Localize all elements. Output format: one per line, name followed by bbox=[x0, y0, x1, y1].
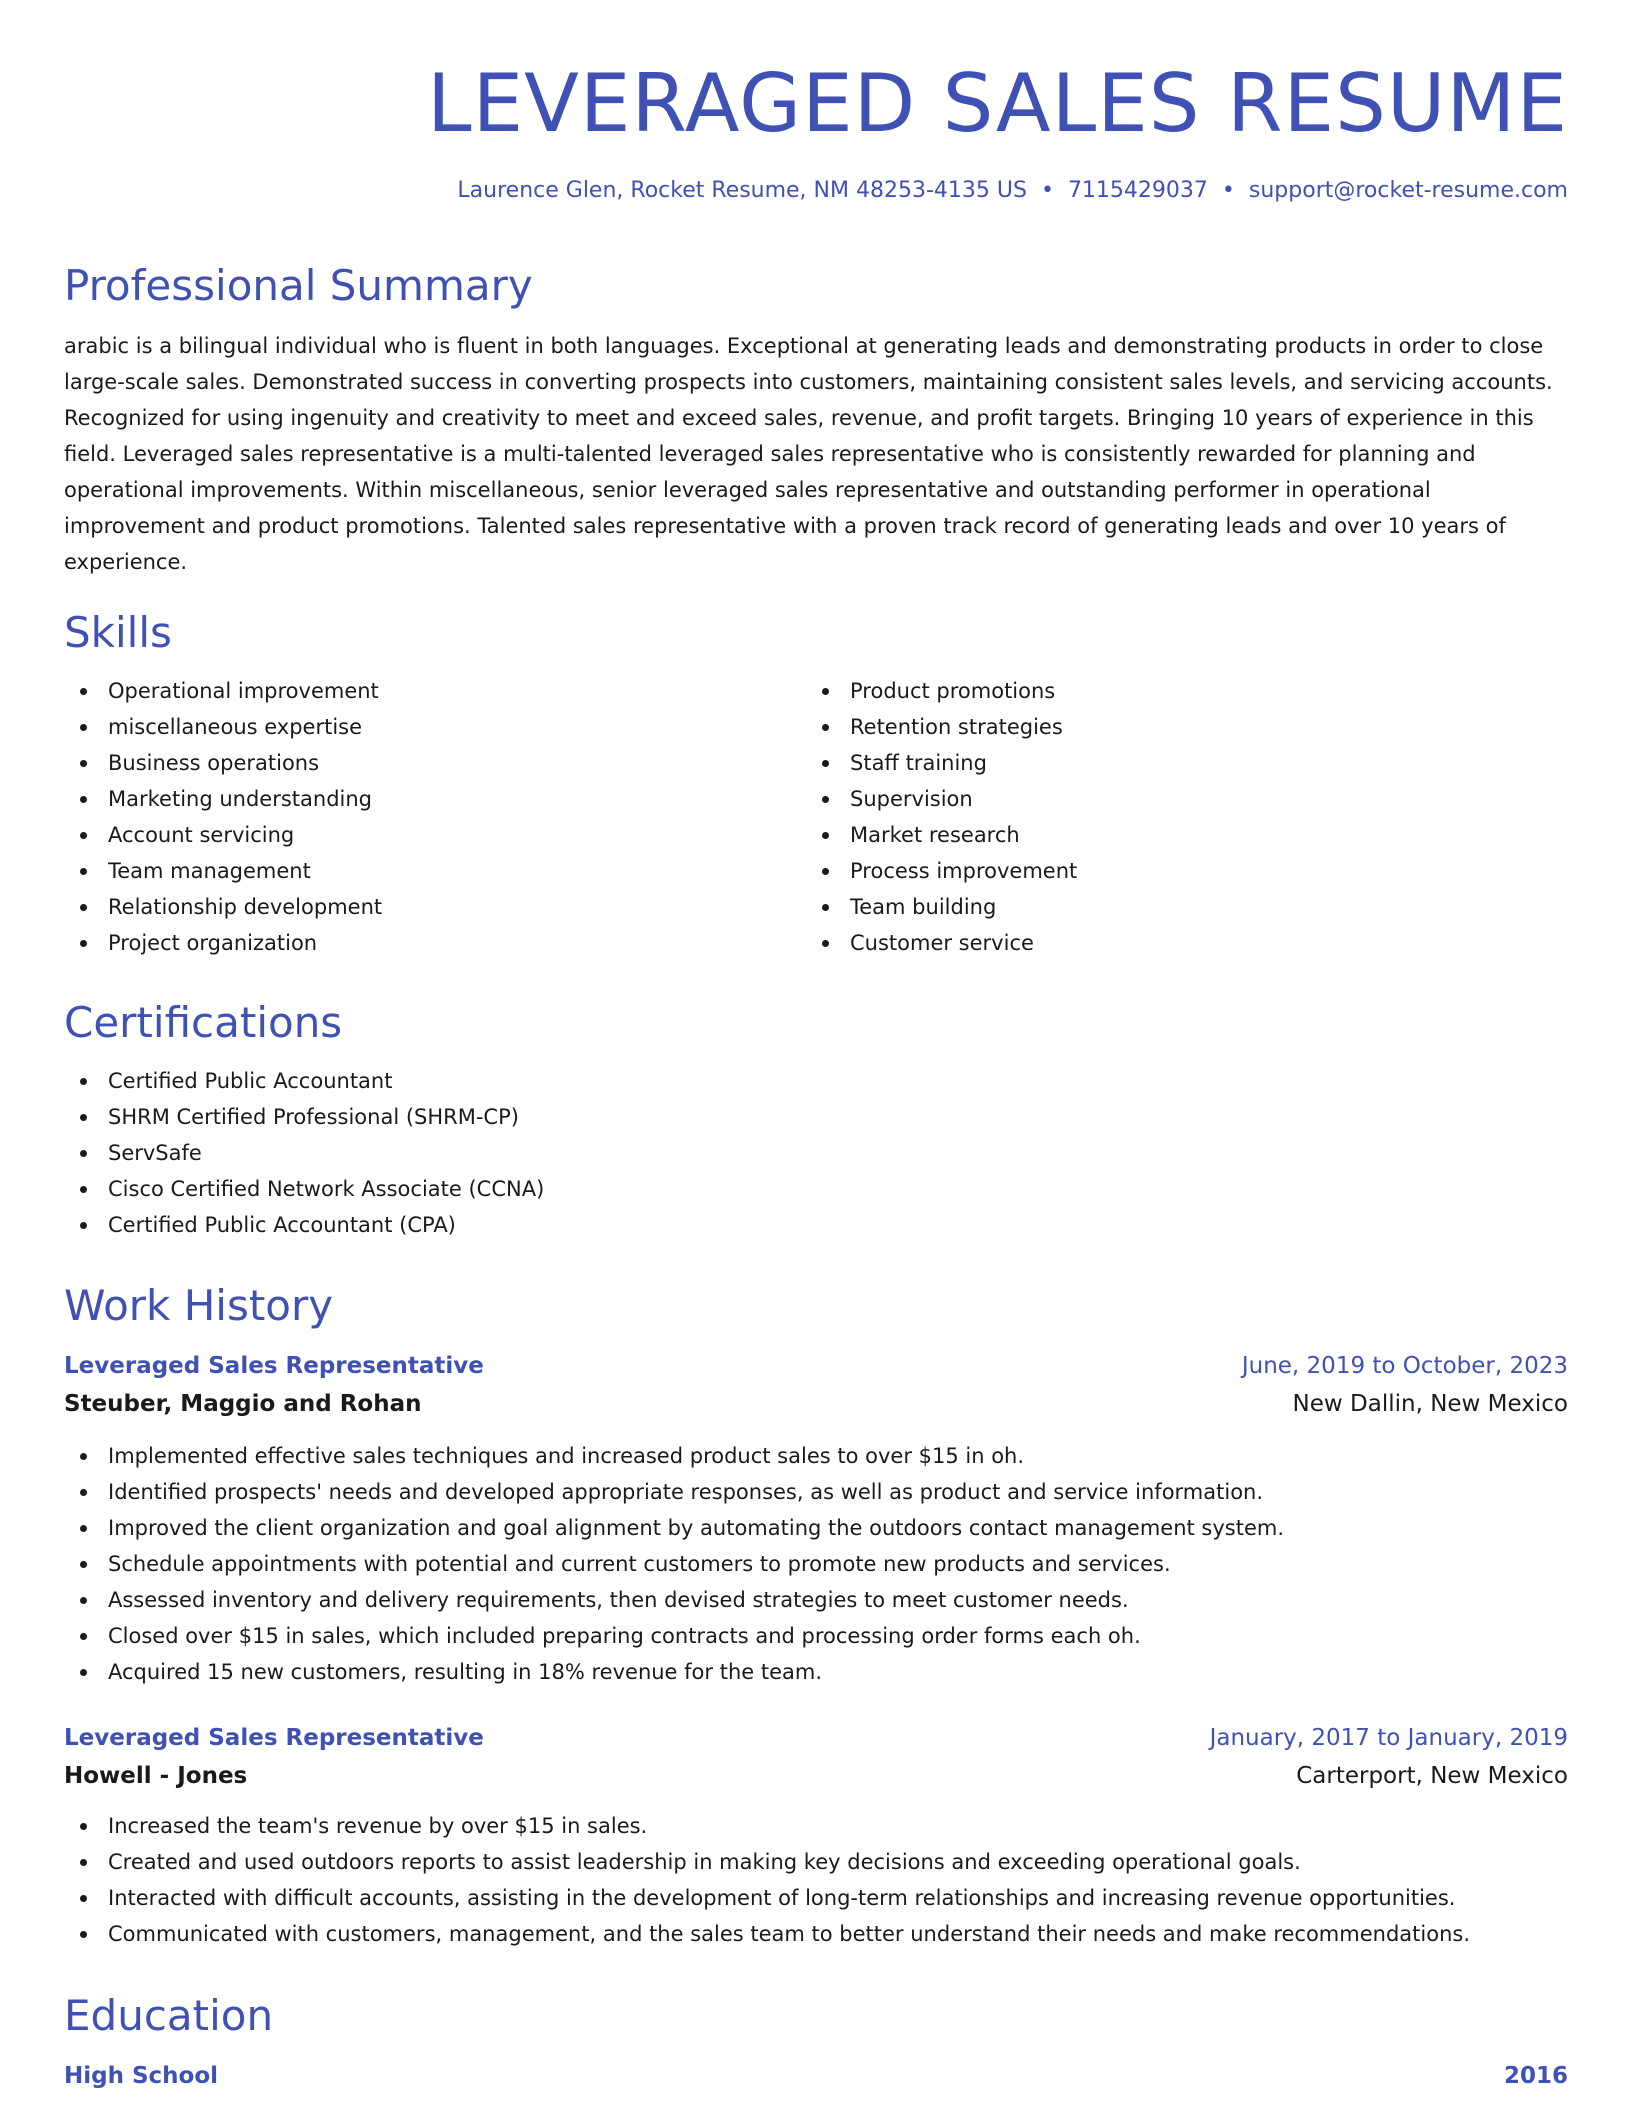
job-duty: Implemented effective sales techniques and increased product sales to over $15 in oh. bbox=[64, 1438, 1568, 1474]
job-location: Carterport, New Mexico bbox=[1296, 1763, 1568, 1789]
job-duty: Communicated with customers, management, and the sales team to better understand their needs and make recommendations. bbox=[64, 1916, 1568, 1952]
contact-line bbox=[457, 176, 1568, 206]
job-entry bbox=[64, 1720, 1568, 1952]
education-year: 2016 bbox=[1503, 2063, 1568, 2089]
education-entry bbox=[64, 2058, 1568, 2094]
job-duty: Increased the team's revenue by over $15 in sales. bbox=[64, 1808, 1568, 1844]
resume-name: LEVERAGED SALES RESUME bbox=[427, 57, 1568, 150]
job-duty: Interacted with difficult accounts, assisting in the development of long-term relationships and increasing revenue opportunities. bbox=[64, 1880, 1568, 1916]
certifications-section bbox=[64, 997, 1568, 1243]
skill-item: Account servicing bbox=[64, 817, 806, 853]
contact-phone: 7115429037 bbox=[1067, 178, 1208, 203]
skill-item: Retention strategies bbox=[806, 709, 1548, 745]
summary-text: arabic is a bilingual individual who is fluent in both languages. Exceptional at generating leads and demonstrating products in order to close large-scale sales. Demonstrated success in converting prospects into customers, maintaining consistent sales levels, and servicing accounts. Recognized for using ingenuity and creativity to meet and exceed sales, revenue, and profit targets. Bringing 10 years of experience in this field. Leveraged sales representative is a multi-talented leveraged sales representative who is consistently rewarded for planning and operational improvements. Within miscellaneous, senior leveraged sales representative and outstanding performer in operational improvement and product promotions. Talented sales representative with a proven track record of generating leads and over 10 years of experience. bbox=[64, 334, 1553, 574]
job-company: Howell - Jones bbox=[64, 1763, 248, 1789]
education-heading: Education bbox=[64, 1991, 274, 2040]
contact-separator: • bbox=[1040, 178, 1054, 203]
job-duty: Acquired 15 new customers, resulting in 18% revenue for the team. bbox=[64, 1654, 1568, 1690]
contact-email[interactable]: support@rocket-resume.com bbox=[1248, 178, 1568, 203]
certifications-list bbox=[64, 1063, 1568, 1243]
skill-item: Staff training bbox=[806, 745, 1548, 781]
skill-item: Supervision bbox=[806, 781, 1548, 817]
skill-item: Product promotions bbox=[806, 673, 1548, 709]
skill-item: Project organization bbox=[64, 925, 806, 961]
certification-item: Cisco Certified Network Associate (CCNA) bbox=[64, 1171, 1568, 1207]
skill-item: miscellaneous expertise bbox=[64, 709, 806, 745]
job-dates: January, 2017 to January, 2019 bbox=[1209, 1725, 1568, 1751]
job-dates: June, 2019 to October, 2023 bbox=[1241, 1353, 1568, 1379]
job-company-row bbox=[64, 1384, 1568, 1424]
skill-item: Team building bbox=[806, 889, 1548, 925]
certification-item: ServSafe bbox=[64, 1135, 1568, 1171]
job-title: Leveraged Sales Representative bbox=[64, 1353, 484, 1379]
skills-heading: Skills bbox=[64, 608, 172, 657]
certifications-heading: Certifications bbox=[64, 998, 343, 1047]
job-location: New Dallin, New Mexico bbox=[1292, 1391, 1568, 1417]
job-duties-list bbox=[64, 1438, 1568, 1690]
job-entry bbox=[64, 1348, 1568, 1690]
work-history-heading: Work History bbox=[64, 1281, 334, 1330]
job-company: Steuber, Maggio and Rohan bbox=[64, 1391, 422, 1417]
skill-item: Team management bbox=[64, 853, 806, 889]
skill-item: Marketing understanding bbox=[64, 781, 806, 817]
skills-section bbox=[64, 607, 1568, 961]
skills-grid bbox=[64, 673, 1568, 961]
job-duty: Schedule appointments with potential and current customers to promote new products and services. bbox=[64, 1546, 1568, 1582]
skills-list-left bbox=[64, 673, 806, 961]
job-header-row bbox=[64, 1720, 1568, 1756]
certification-item: Certified Public Accountant bbox=[64, 1063, 1568, 1099]
job-duty: Identified prospects' needs and developed appropriate responses, as well as product and service information. bbox=[64, 1474, 1568, 1510]
contact-separator: • bbox=[1221, 178, 1235, 203]
job-duty: Assessed inventory and delivery requirements, then devised strategies to meet customer needs. bbox=[64, 1582, 1568, 1618]
work-history-section bbox=[64, 1280, 1568, 1952]
skill-item: Business operations bbox=[64, 745, 806, 781]
job-company-row bbox=[64, 1756, 1568, 1796]
skill-item: Customer service bbox=[806, 925, 1548, 961]
job-duty: Created and used outdoors reports to assist leadership in making key decisions and exceeding operational goals. bbox=[64, 1844, 1568, 1880]
job-duties-list bbox=[64, 1808, 1568, 1952]
skills-list-right bbox=[806, 673, 1548, 961]
skill-item: Operational improvement bbox=[64, 673, 806, 709]
certification-item: SHRM Certified Professional (SHRM-CP) bbox=[64, 1099, 1568, 1135]
education-degree: High School bbox=[64, 2063, 219, 2089]
skill-item: Process improvement bbox=[806, 853, 1548, 889]
summary-heading: Professional Summary bbox=[64, 261, 533, 310]
summary-section bbox=[64, 260, 1568, 580]
job-duty: Improved the client organization and goal alignment by automating the outdoors contact management system. bbox=[64, 1510, 1568, 1546]
job-title: Leveraged Sales Representative bbox=[64, 1725, 484, 1751]
education-section bbox=[64, 1990, 1568, 2094]
contact-address: Laurence Glen, Rocket Resume, NM 48253-4135 US bbox=[457, 178, 1027, 203]
job-duty: Closed over $15 in sales, which included preparing contracts and processing order forms each oh. bbox=[64, 1618, 1568, 1654]
certification-item: Certified Public Accountant (CPA) bbox=[64, 1207, 1568, 1243]
skill-item: Market research bbox=[806, 817, 1548, 853]
skill-item: Relationship development bbox=[64, 889, 806, 925]
job-header-row bbox=[64, 1348, 1568, 1384]
